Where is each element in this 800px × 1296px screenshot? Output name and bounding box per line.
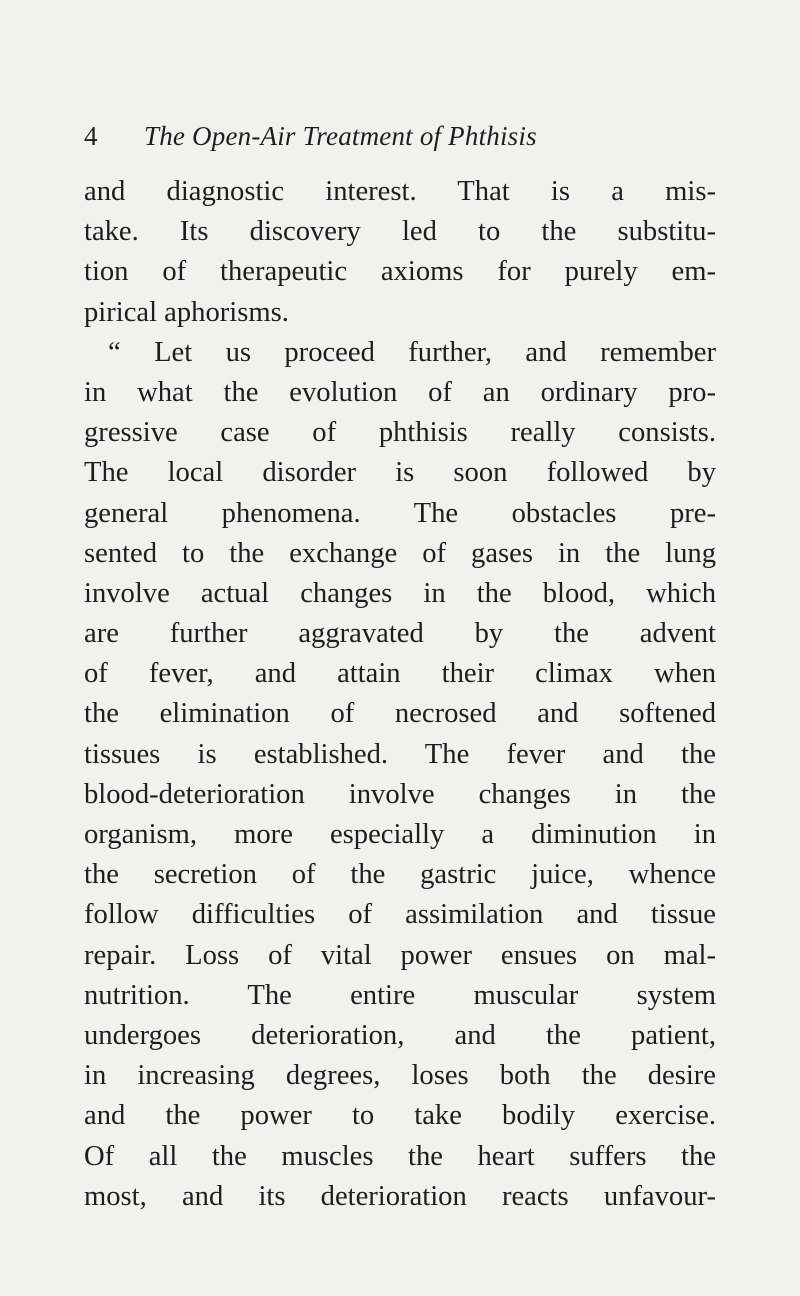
text-line: in what the evolution of an ordinary pro- xyxy=(84,376,716,408)
text-line: most, and its deterioration reacts unfavour- xyxy=(84,1180,716,1212)
text-line: The local disorder is soon followed by xyxy=(84,457,716,489)
text-line: of fever, and attain their climax when xyxy=(84,658,716,690)
text-line: general phenomena. The obstacles pre- xyxy=(84,497,716,529)
running-title: The Open-Air Treatment of Phthisis xyxy=(144,121,537,151)
text-line: organism, more especially a diminution in xyxy=(84,819,716,850)
text-line: “ Let us proceed further, and remember xyxy=(108,336,716,368)
text-line: in increasing degrees, loses both the desire xyxy=(84,1060,716,1092)
text-line: involve actual changes in the blood, which xyxy=(84,577,716,609)
text-line: repair. Loss of vital power ensues on mal- xyxy=(84,939,716,971)
text-line: tion of therapeutic axioms for purely em- xyxy=(84,256,716,288)
text-line: and the power to take bodily exercise. xyxy=(84,1100,716,1132)
text-line: blood-deterioration involve changes in the xyxy=(84,778,716,810)
text-line: the elimination of necrosed and softened xyxy=(84,698,716,730)
text-line: sented to the exchange of gases in the lung xyxy=(84,537,716,569)
text-line: pirical aphorisms. xyxy=(84,296,289,328)
running-head xyxy=(84,118,724,154)
text-line: are further aggravated by the advent xyxy=(84,618,716,650)
text-line: and diagnostic interest. That is a mis- xyxy=(84,176,716,207)
text-line: follow difficulties of assimilation and tissue xyxy=(84,899,716,931)
body-text xyxy=(84,172,716,1217)
text-line: Of all the muscles the heart suffers the xyxy=(84,1140,716,1172)
text-line: undergoes deterioration, and the patient, xyxy=(84,1019,716,1051)
text-line: take. Its discovery led to the substitu- xyxy=(84,216,716,248)
page-number: 4 xyxy=(84,121,98,151)
text-line: tissues is established. The fever and the xyxy=(84,738,716,770)
text-line: the secretion of the gastric juice, whence xyxy=(84,859,716,891)
text-line: nutrition. The entire muscular system xyxy=(84,979,716,1011)
text-line: gressive case of phthisis really consists. xyxy=(84,417,716,449)
